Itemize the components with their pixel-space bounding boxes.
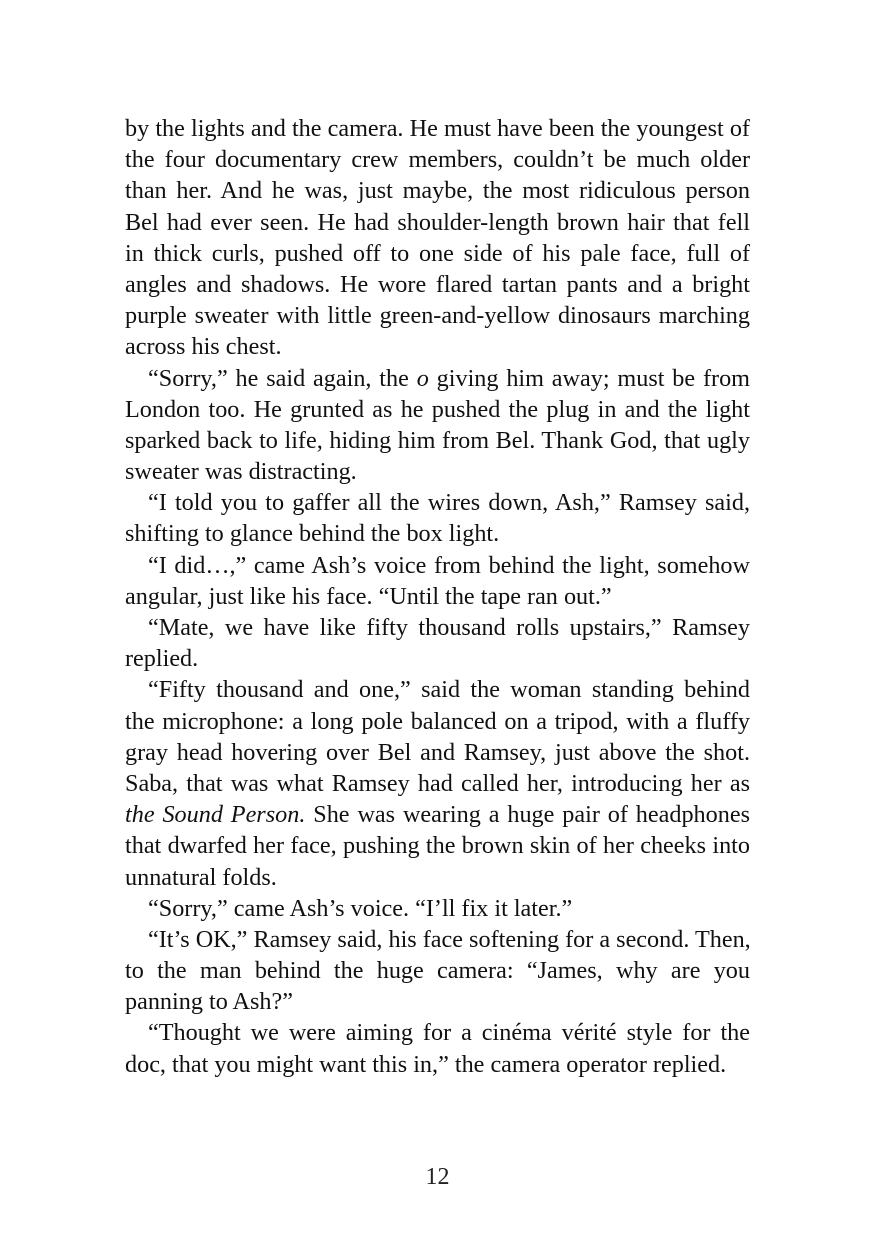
- text-line: “I did…,” came Ash’s voice from behind the light, somehow: [148, 551, 750, 579]
- text-line: “Sorry,” came Ash’s voice. “I’ll fix it later.”: [148, 894, 573, 922]
- text-line: “Mate, we have like fifty thousand rolls upstairs,” Ramsey: [148, 614, 750, 641]
- text-line: Bel had ever seen. He had shoulder-length brown hair that fell: [125, 208, 750, 236]
- text-line: that dwarfed her face, pushing the brown skin of her cheeks into: [125, 832, 750, 860]
- text-line: doc, that you might want this in,” the camera operator replied.: [125, 1050, 727, 1078]
- text-line: gray head hovering over Bel and Ramsey, just above the shot.: [125, 738, 750, 766]
- text-line: Saba, that was what Ramsey had called her, introducing her as: [125, 769, 750, 797]
- text-line: “Thought we were aiming for a cinéma vérité style for the: [148, 1019, 750, 1047]
- text-line: purple sweater with little green-and-yellow dinosaurs marching: [125, 302, 750, 330]
- text-line: than her. And he was, just maybe, the most ridiculous person: [125, 177, 750, 205]
- text-line: London too. He grunted as he pushed the plug in and the light: [125, 395, 750, 423]
- text-line: “It’s OK,” Ramsey said, his face softening for a second. Then,: [148, 925, 751, 953]
- text-line: the microphone: a long pole balanced on a tripod, with a fluffy: [125, 707, 750, 735]
- text-line: “Sorry,” he said again, the o giving him away; must be from: [148, 364, 750, 392]
- text-line: unnatural folds.: [125, 863, 277, 891]
- text-line: across his chest.: [125, 333, 282, 361]
- page-number: 12: [425, 1164, 450, 1190]
- body-text: [125, 113, 750, 1080]
- text-line: sweater was distracting.: [125, 458, 357, 486]
- text-line: by the lights and the camera. He must have been the youngest of: [125, 115, 750, 142]
- text-line: replied.: [125, 645, 199, 673]
- text-line: “I told you to gaffer all the wires down, Ash,” Ramsey said,: [148, 489, 750, 517]
- text-line: panning to Ash?”: [125, 988, 293, 1016]
- text-line: shifting to glance behind the box light.: [125, 520, 500, 548]
- text-line: in thick curls, pushed off to one side of his pale face, full of: [125, 239, 750, 267]
- text-line: the Sound Person. She was wearing a huge pair of headphones: [125, 801, 750, 829]
- text-line: “Fifty thousand and one,” said the woman standing behind: [148, 676, 750, 704]
- text-line: to the man behind the huge camera: “James, why are you: [125, 957, 750, 985]
- text-line: angular, just like his face. “Until the tape ran out.”: [125, 582, 612, 610]
- text-line: sparked back to life, hiding him from Bel. Thank God, that ugly: [125, 426, 750, 454]
- text-line: angles and shadows. He wore flared tartan pants and a bright: [125, 270, 750, 298]
- text-line: the four documentary crew members, couldn’t be much older: [125, 146, 750, 174]
